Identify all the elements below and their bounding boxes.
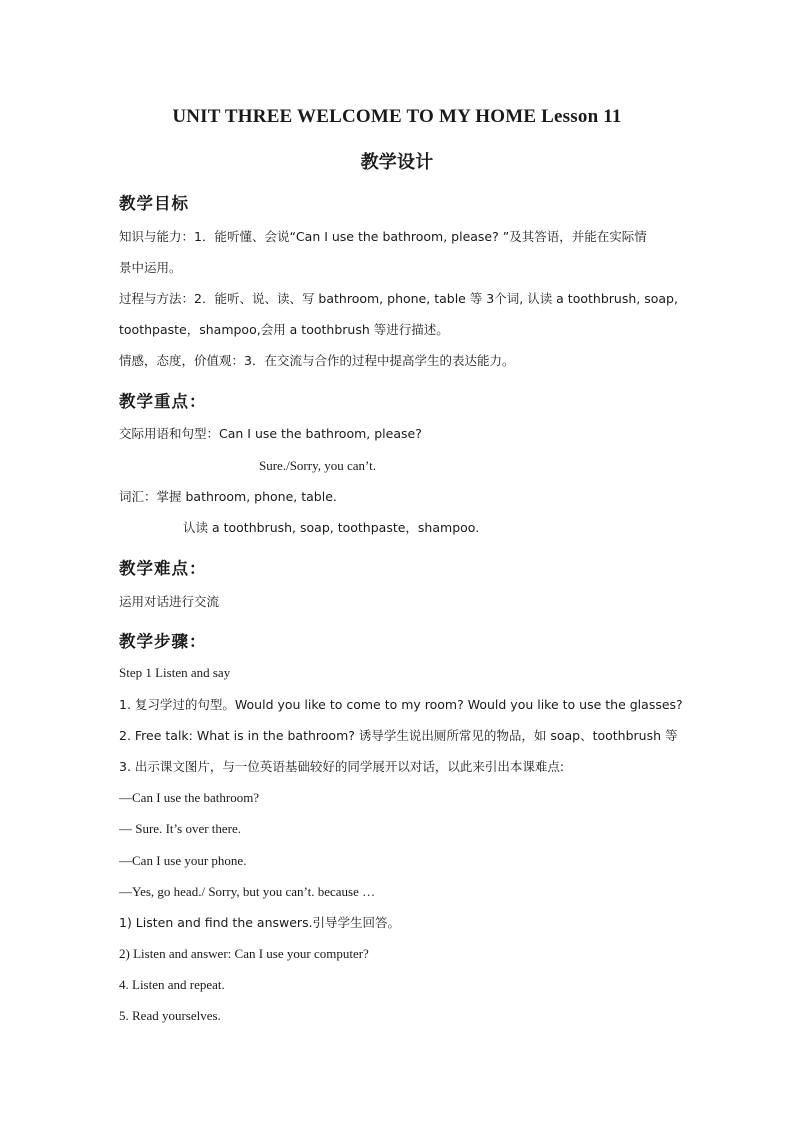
section-heading-steps: 教学步骤： [119, 632, 207, 651]
step-line: 2) Listen and answer: Can I use your computer? [119, 946, 369, 961]
step-line: Step 1 Listen and say [119, 665, 231, 680]
step-line: —Can I use your phone. [119, 853, 247, 868]
step-line: 2. Free talk: What is in the bathroom? 诱导学生说出厕所常见的物品，如 soap、toothbrush 等 [119, 728, 678, 743]
step-line: 4. Listen and repeat. [119, 977, 225, 992]
vocab-read-line: 认读 a toothbrush, soap, toothpaste，shampoo. [183, 520, 480, 535]
step-line: —Can I use the bathroom? [119, 790, 260, 805]
key-sentence-line: 交际用语和句型：Can I use the bathroom, please? [119, 426, 422, 441]
step-line: 5. Read yourselves. [119, 1008, 221, 1023]
objective-knowledge-line-2: 景中运用。 [119, 260, 182, 275]
objective-process-line-1: 过程与方法：2．能听、说、读、写 bathroom, phone, table 等 3个词, 认读 a toothbrush, soap, [119, 291, 678, 306]
section-heading-key-points: 教学重点： [119, 392, 207, 411]
vocab-master-line: 词汇：掌握 bathroom, phone, table. [119, 489, 337, 504]
key-sentence-answer: Sure./Sorry, you can’t. [259, 458, 376, 473]
step-line: 1. 复习学过的句型。Would you like to come to my room? Would you like to use the glasses? [119, 697, 683, 712]
document-title: UNIT THREE WELCOME TO MY HOME Lesson 11 [172, 106, 622, 127]
document-subtitle: 教学设计 [360, 152, 434, 173]
objective-emotion-line: 情感，态度，价值观：3．在交流与合作的过程中提高学生的表达能力。 [119, 353, 515, 368]
step-line: —Yes, go head./ Sorry, but you can’t. because … [119, 884, 376, 899]
step-line: 3. 出示课文图片，与一位英语基础较好的同学展开以对话，以此来引出本课难点: [119, 759, 565, 774]
section-heading-difficulties: 教学难点： [119, 559, 207, 578]
step-line: 1) Listen and find the answers.引导学生回答。 [119, 915, 401, 930]
step-line: — Sure. It’s over there. [119, 821, 242, 836]
difficulty-text: 运用对话进行交流 [119, 594, 220, 609]
objective-process-line-2: toothpaste，shampoo,会用 a toothbrush 等进行描述。 [119, 322, 449, 337]
objective-knowledge-line-1: 知识与能力：1．能听懂、会说“Can I use the bathroom, please? ”及其答语，并能在实际情 [119, 229, 647, 244]
section-heading-objectives: 教学目标 [119, 194, 189, 213]
